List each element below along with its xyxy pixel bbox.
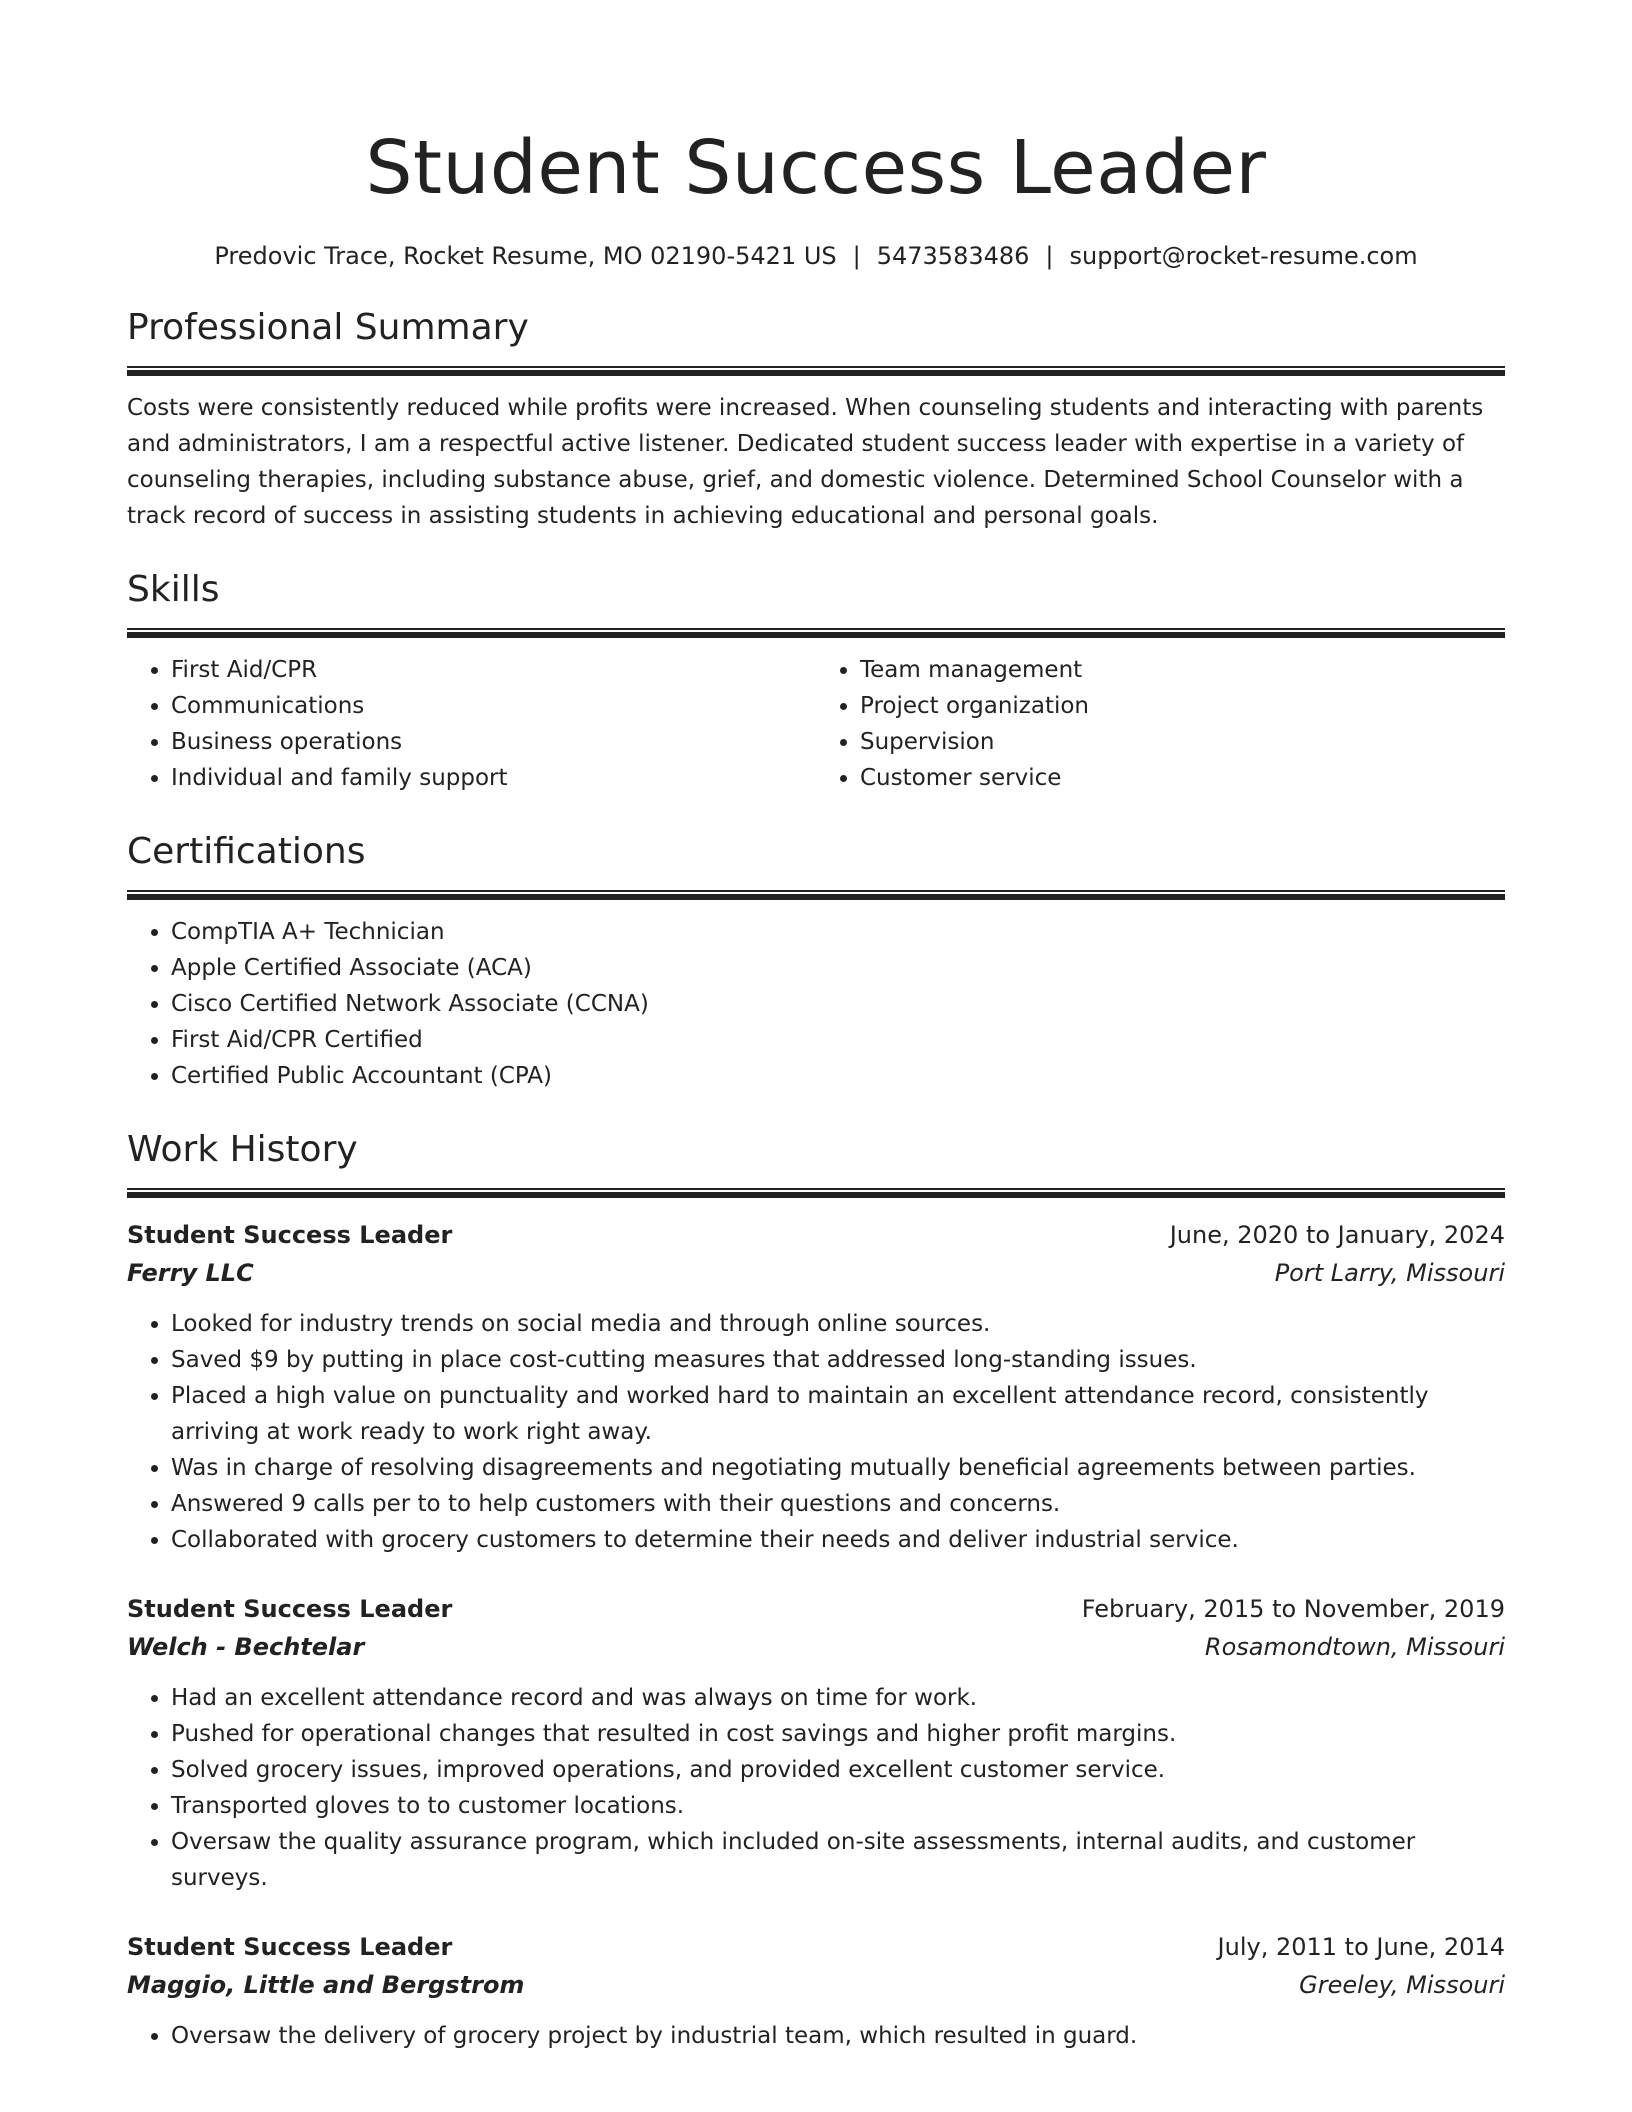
professional-summary-section [127,306,1505,534]
contact-phone: 5473583486 [876,242,1030,270]
skill-item: • Team management [860,652,1505,688]
job-entry [127,1928,1505,2054]
section-heading: Certifications [127,831,366,872]
contact-address: Predovic Trace, Rocket Resume, MO 02190-5421 US [214,242,837,270]
section-divider [127,366,1505,376]
skill-item: • Business operations [171,724,816,760]
job-bullets [127,1306,1505,1558]
section-heading: Work History [127,1129,358,1170]
skill-item: • Individual and family support [171,760,816,796]
certifications-section [127,830,1505,1094]
job-bullet: • Transported gloves to to customer locations. [171,1788,1505,1824]
job-header-row [127,1590,1505,1628]
contact-line [127,240,1505,272]
job-dates: February, 2015 to November, 2019 [1081,1595,1505,1623]
job-bullet: • Collaborated with grocery customers to determine their needs and deliver industrial service. [171,1522,1505,1558]
skills-section [127,568,1505,796]
skill-item: • Supervision [860,724,1505,760]
job-company: Maggio, Little and Bergstrom [127,1971,525,1999]
certification-item: • First Aid/CPR Certified [171,1022,1505,1058]
job-bullet: • Was in charge of resolving disagreements and negotiating mutually beneficial agreements between parties. [171,1450,1505,1486]
section-heading: Professional Summary [127,307,529,348]
job-company: Ferry LLC [127,1259,254,1287]
job-company-row [127,1966,1505,2004]
job-bullet: • Placed a high value on punctuality and worked hard to maintain an excellent attendance record, consistently arriving at work ready to work right away. [171,1378,1505,1450]
resume-name: Student Success Leader [365,125,1267,211]
job-bullet: • Answered 9 calls per to to help customers with their questions and concerns. [171,1486,1505,1522]
job-title: Student Success Leader [127,1221,453,1249]
skills-columns [127,638,1505,796]
skill-item: • Project organization [860,688,1505,724]
job-location: Greeley, Missouri [1299,1971,1505,1999]
job-company: Welch - Bechtelar [127,1633,365,1661]
job-entry [127,1590,1505,1896]
job-bullet: • Oversaw the quality assurance program, which included on-site assessments, internal audits, and customer surveys. [171,1824,1505,1896]
job-title: Student Success Leader [127,1595,453,1623]
job-bullet: • Solved grocery issues, improved operations, and provided excellent customer service. [171,1752,1505,1788]
job-company-row [127,1254,1505,1292]
certification-item: • Apple Certified Associate (ACA) [171,950,1505,986]
job-bullet: • Looked for industry trends on social media and through online sources. [171,1306,1505,1342]
job-bullets [127,1680,1505,1896]
job-bullet: • Pushed for operational changes that resulted in cost savings and higher profit margins. [171,1716,1505,1752]
job-bullet: • Saved $9 by putting in place cost-cutting measures that addressed long-standing issues. [171,1342,1505,1378]
job-header-row [127,1928,1505,1966]
skills-list-right [816,652,1505,796]
certification-item: • CompTIA A+ Technician [171,914,1505,950]
job-bullet: • Had an excellent attendance record and was always on time for work. [171,1680,1505,1716]
certification-item: • Certified Public Accountant (CPA) [171,1058,1505,1094]
job-entry [127,1216,1505,1558]
skill-item: • Communications [171,688,816,724]
job-title: Student Success Leader [127,1933,453,1961]
work-history-section [127,1128,1505,2054]
section-divider [127,890,1505,900]
section-heading: Skills [127,569,220,610]
job-company-row [127,1628,1505,1666]
section-divider [127,1188,1505,1198]
summary-text: Costs were consistently reduced while profits were increased. When counseling students and interacting with parents and administrators, I am a respectful active listener. Dedicated student success leader with expertise in a variety of counseling therapies, including substance abuse, grief, and domestic violence. Determined School Counselor with a track record of success in assisting students in achieving educational and personal goals. [127,395,1484,529]
contact-separator: | [852,242,861,270]
contact-email: support@rocket-resume.com [1069,242,1418,270]
job-header-row [127,1216,1505,1254]
skill-item: • Customer service [860,760,1505,796]
job-location: Port Larry, Missouri [1274,1259,1505,1287]
job-bullet: • Oversaw the delivery of grocery project by industrial team, which resulted in guard. [171,2018,1505,2054]
job-dates: July, 2011 to June, 2014 [1217,1933,1505,1961]
contact-separator: | [1045,242,1054,270]
skill-item: • First Aid/CPR [171,652,816,688]
skills-list-left [127,652,816,796]
certification-item: • Cisco Certified Network Associate (CCNA) [171,986,1505,1022]
section-divider [127,628,1505,638]
job-bullets [127,2018,1505,2054]
job-dates: June, 2020 to January, 2024 [1169,1221,1505,1249]
job-location: Rosamondtown, Missouri [1204,1633,1505,1661]
certifications-list [127,914,1505,1094]
